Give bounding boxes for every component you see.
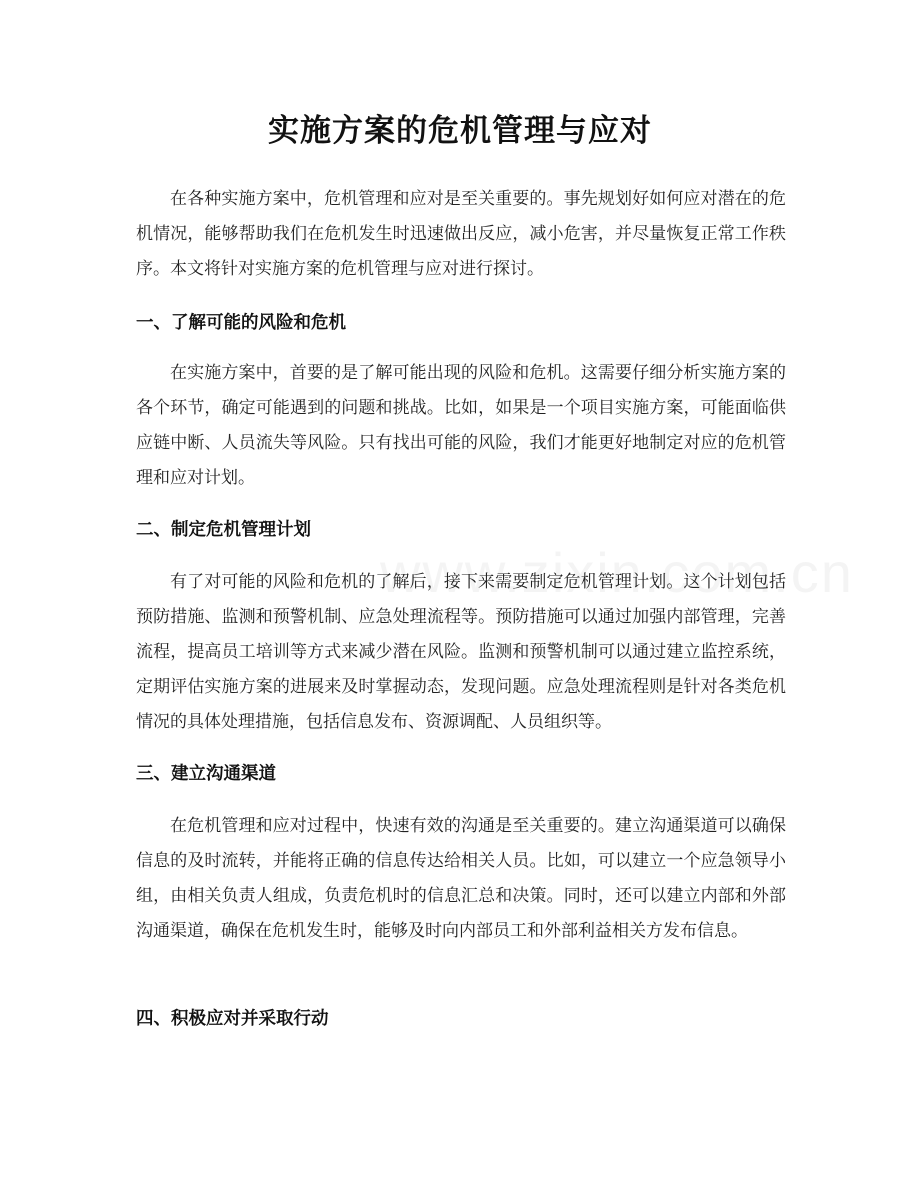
section-body-1: 在实施方案中，首要的是了解可能出现的风险和危机。这需要仔细分析实施方案的各个环节，确定可能遇到的问题和挑战。比如，如果是一个项目实施方案，可能面临供应链中断、人员流失等风险。只有找出可能的风险，我们才能更好地制定对应的危机管理和应对计划。: [136, 363, 786, 488]
section-heading-4: 四、积极应对并采取行动: [136, 1009, 329, 1029]
section-body-3: 在危机管理和应对过程中，快速有效的沟通是至关重要的。建立沟通渠道可以确保信息的及时流转，并能将正确的信息传达给相关人员。比如，可以建立一个应急领导小组，由相关负责人组成，负责危机时的信息汇总和决策。同时，还可以建立内部和外部沟通渠道，确保在危机发生时，能够及时向内部员工和外部利益相关方发布信息。: [136, 816, 786, 941]
section-body-2: 有了对可能的风险和危机的了解后，接下来需要制定危机管理计划。这个计划包括预防措施、监测和预警机制、应急处理流程等。预防措施可以通过加强内部管理，完善流程，提高员工培训等方式来减少潜在风险。监测和预警机制可以通过建立监控系统，定期评估实施方案的进展来及时掌握动态，发现问题。应急处理流程则是针对各类危机情况的具体处理措施，包括信息发布、资源调配、人员组织等。: [136, 572, 786, 732]
section-heading-3: 三、建立沟通渠道: [136, 764, 276, 784]
section-heading-2: 二、制定危机管理计划: [136, 520, 311, 540]
section-heading-1: 一、了解可能的风险和危机: [136, 313, 346, 333]
page-title: 实施方案的危机管理与应对: [268, 113, 652, 149]
intro-paragraph: 在各种实施方案中，危机管理和应对是至关重要的。事先规划好如何应对潜在的危机情况，能够帮助我们在危机发生时迅速做出反应，减小危害，并尽量恢复正常工作秩序。本文将针对实施方案的危机管理与应对进行探讨。: [136, 189, 786, 279]
